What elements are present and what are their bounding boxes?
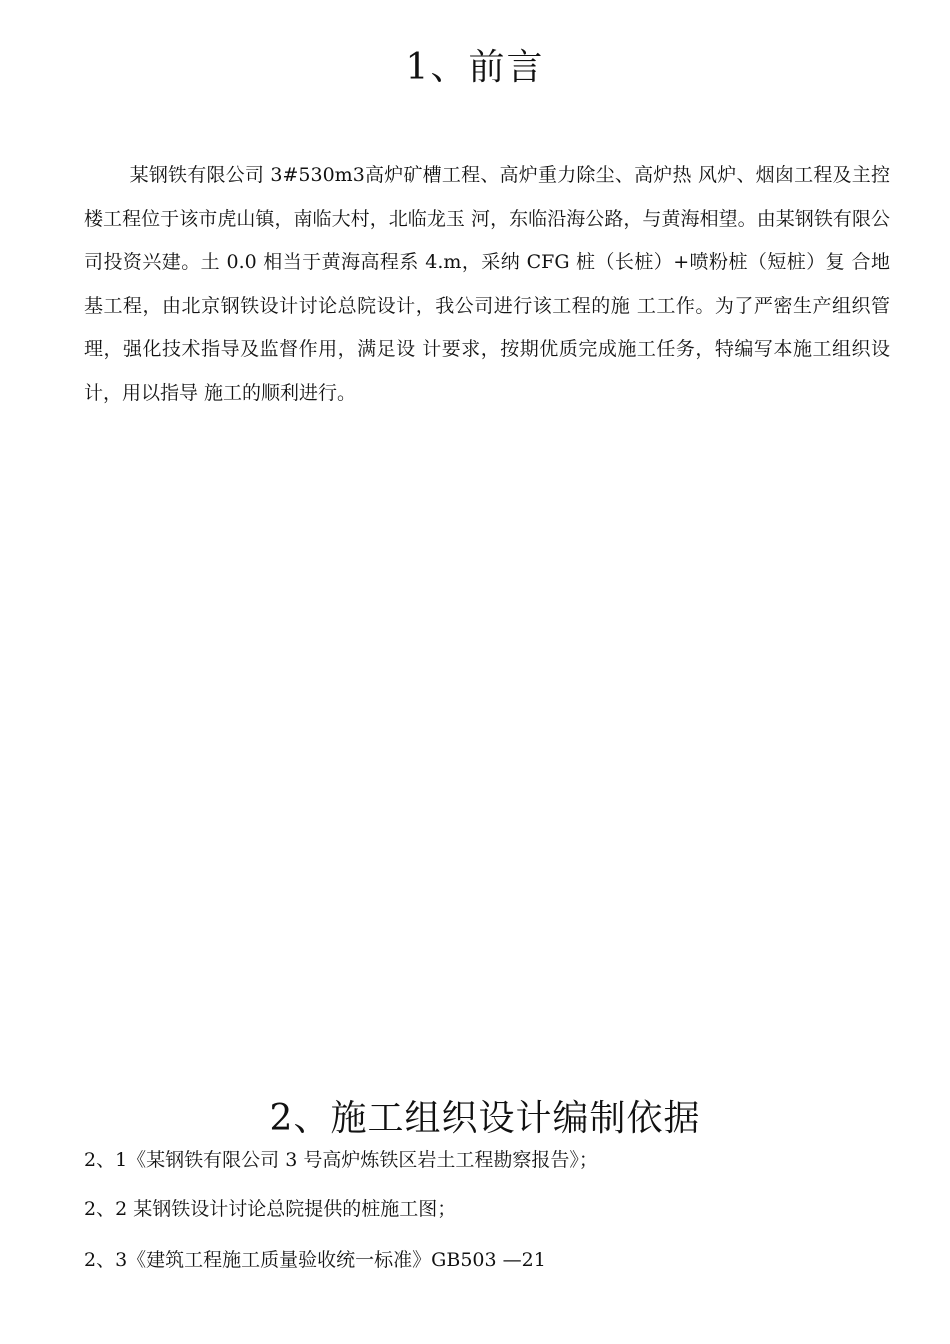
- reference-item-1: 2、1《某钢铁有限公司 3 号高炉炼铁区岩土工程勘察报告》；: [84, 1149, 598, 1171]
- section-2-title: 2、施工组织设计编制依据: [269, 1098, 701, 1139]
- reference-item-3: 2、3《建筑工程施工质量验收统一标准》GB503 —21: [84, 1249, 546, 1271]
- reference-item-2: 2、2 某钢铁设计讨论总院提供的桩施工图；: [84, 1198, 457, 1220]
- section-1-paragraph: 某钢铁有限公司 3#530m3高炉矿槽工程、高炉重力除尘、高炉热 风炉、烟囱工程及主控楼工程位于该市虎山镇，南临大村，北临龙玉 河，东临沿海公路，与黄海相望。由某钢铁有限公司投资兴建。土 0.0 相当于黄海高程系 4.m，采纳 CFG 桩（长桩）+喷粉桩（短桩）复 合地基工程，由北京钢铁设计讨论总院设计，我公司进行该工程的施 工工作。为了严密生产组织管理，强化技术指导及监督作用，满足设 计要求，按期优质完成施工任务，特编写本施工组织设计，用以指导 施工的顺利进行。: [84, 164, 890, 404]
- section-1-title: 1、前言: [405, 47, 545, 88]
